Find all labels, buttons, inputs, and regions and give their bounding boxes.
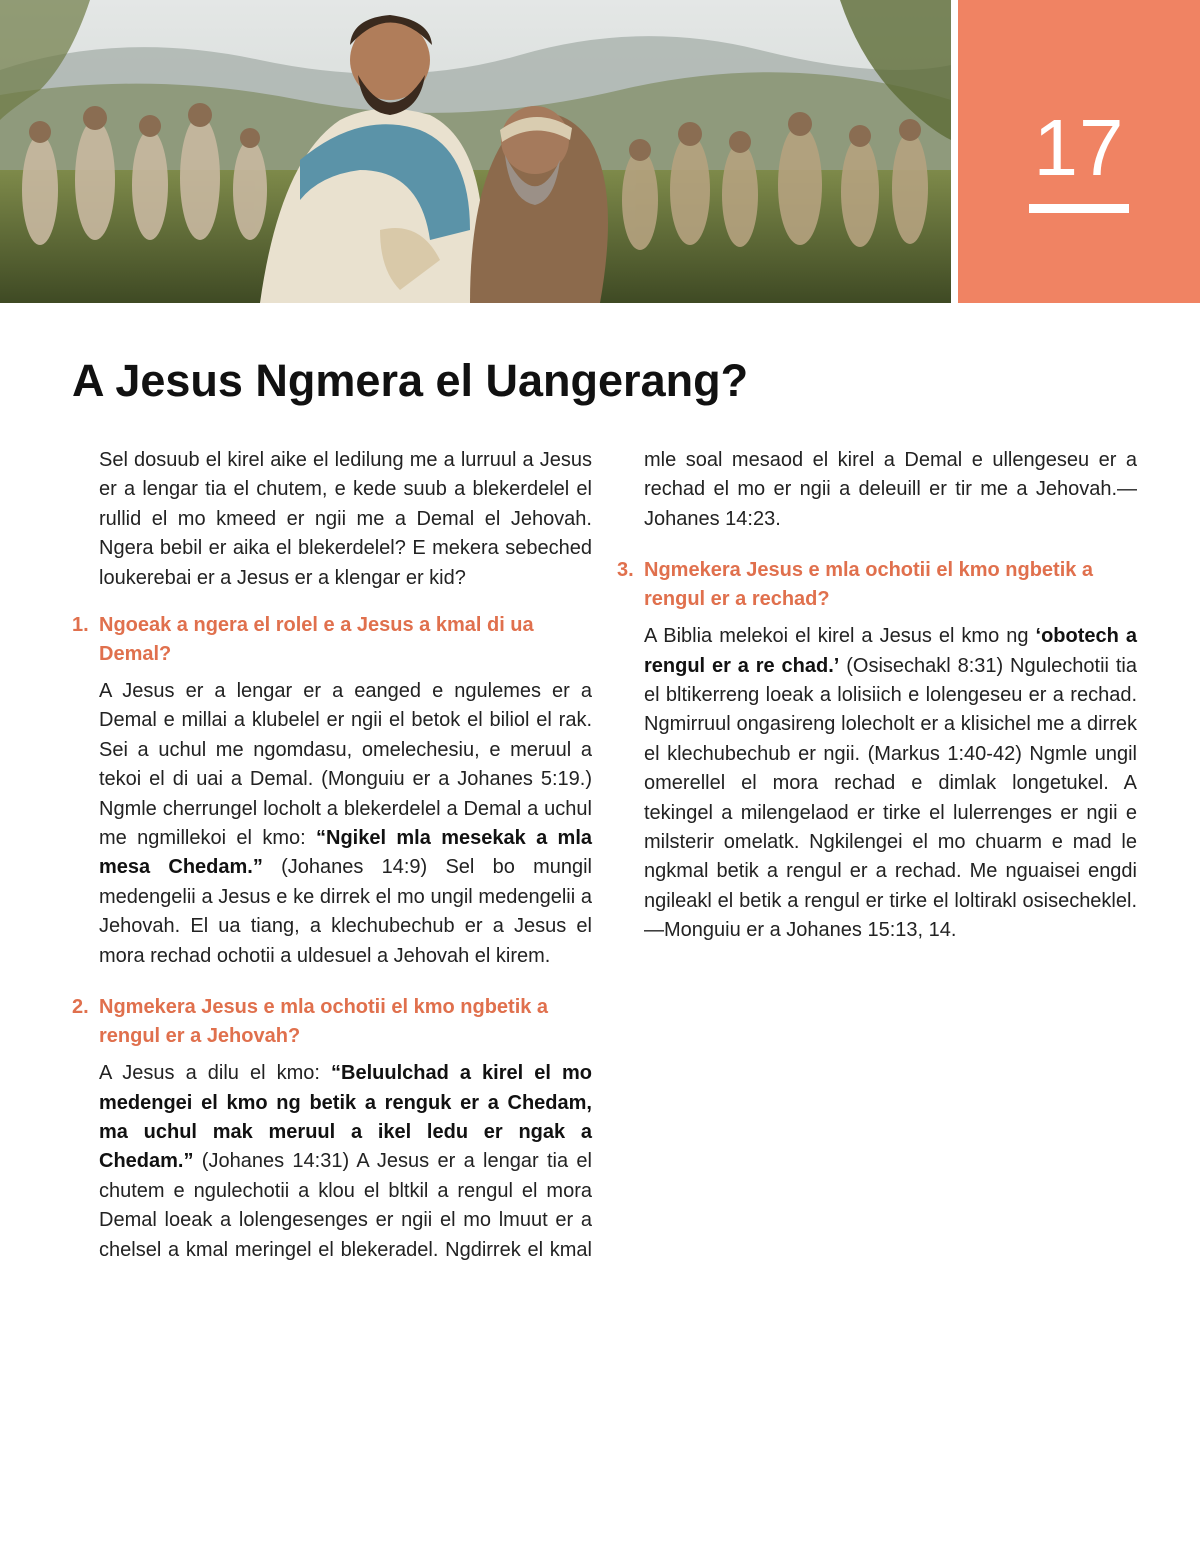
intro-paragraph: Sel dosuub el kirel aike el ledilung me a lurruul a Jesus er a lengar tia el chutem, e kede suub a blekerdelel el rullid el mo kmeed er ngii me a Demal el Jehovah. Ngera bebil er aika el blekerdelel? E mekera sebeched loukerebai er a Jesus er a klengar er kid? (99, 449, 592, 589)
section-3-text-a: A Biblia melekoi el kirel a Jesus el kmo ng (644, 625, 1036, 648)
right-column (617, 446, 1137, 946)
section-body-2 (99, 1059, 592, 1265)
section-1-text-b: (Johanes 14:9) Sel bo mungil medengelii a Jesus e ke dirrek el mo ungil medengelii a Jehovah. El ua tiang, a klechubechub er a Jesus el mora rechad ochotii a uldesuel a Jehovah el kirem. (99, 856, 592, 967)
lesson-title: A Jesus Ngmera el Uangerang? (72, 355, 749, 406)
section-title-2: Ngmekera Jesus e mla ochotii el kmo ngbetik a rengul er a Jehovah? (99, 996, 549, 1048)
section-heading-3 (617, 556, 1137, 614)
section-title-3: Ngmekera Jesus e mla ochotii el kmo ngbetik a rengul er a rechad? (644, 559, 1094, 611)
section-body-2-continued: mle soal mesaod el kirel a Demal e ullengeseu er a rechad el mo er ngii a deleuill er tir me a Jehovah.—Johanes 14:23. (644, 449, 1137, 530)
section-body-1 (99, 677, 592, 971)
section-2-text-b: (Johanes 14:31) A Jesus er a lengar tia el chutem e ngulechotii a klou el bltkil a rengul el mora Demal loeak a lolengesenges er ngii el mo lmuut er a chelsel a kmal meringel el blekeradel. Ngdirrek el kmal (99, 1150, 592, 1261)
section-1-text-a: A Jesus er a lengar er a eanged e ngulemes er a Demal e millai a klubelel er ngii el betok el biliol el rak. Sei a uchul me ngomdasu, omelechesiu, e meruul a tekoi el di uai a Demal. (Monguiu er a Johanes 5:19.) Ngmle cherrungel locholt a blekerdelel a Demal a uchul me ngmillekoi el kmo: (99, 680, 592, 850)
section-3-quote: ‘obotech a rengul er a re chad.’ (644, 625, 1137, 677)
left-column (72, 446, 592, 1265)
section-body-3 (644, 622, 1137, 945)
section-number-2: 2. (72, 996, 89, 1019)
lesson-number-badge (958, 0, 1200, 303)
hero-scene (0, 0, 951, 303)
section-heading-1 (72, 611, 592, 669)
section-2-text-a: A Jesus a dilu el kmo: (99, 1062, 332, 1085)
hero-illustration (0, 0, 951, 303)
section-3-text-b: (Osisechakl 8:31) Ngulechotii tia el bltikerreng loeak a lolisiich e lolengeseu er a rechad. Ngmirruul ongasireng lolecholt er a klisichel me a dirrek el klechubechub er ngii. (Markus 1:40-42) Ngmle ungil omerellel el mora rechad e dimlak longetukel. A tekingel a milengelaod er tirke el lulerrenges er ngii e milsterir omelatk. Ngkilengei el mo chuarm e mad le ngkmal betik a rengul er a rechad. Me nguaisei engdi ngileakl el betik a rengul er tirke el loltirakl osisecheklel.—Monguiu er a Johanes 15:13, 14. (644, 654, 1137, 942)
lesson-number: 17 (1033, 103, 1125, 192)
section-number-1: 1. (72, 614, 89, 637)
badge-underline (1029, 204, 1129, 213)
section-2-quote: “Beluulchad a kirel el mo medengei el kmo ng betik a renguk er a Chedam, ma uchul mak meruul a ikel ledu er ngak a Chedam.” (99, 1062, 592, 1173)
section-number-3: 3. (617, 559, 634, 582)
section-title-1: Ngoeak a ngera el rolel e a Jesus a kmal di ua Demal? (99, 614, 534, 666)
section-1-quote: “Ngikel mla mesekak a mla mesa Chedam.” (99, 827, 592, 879)
section-heading-2 (72, 993, 592, 1051)
